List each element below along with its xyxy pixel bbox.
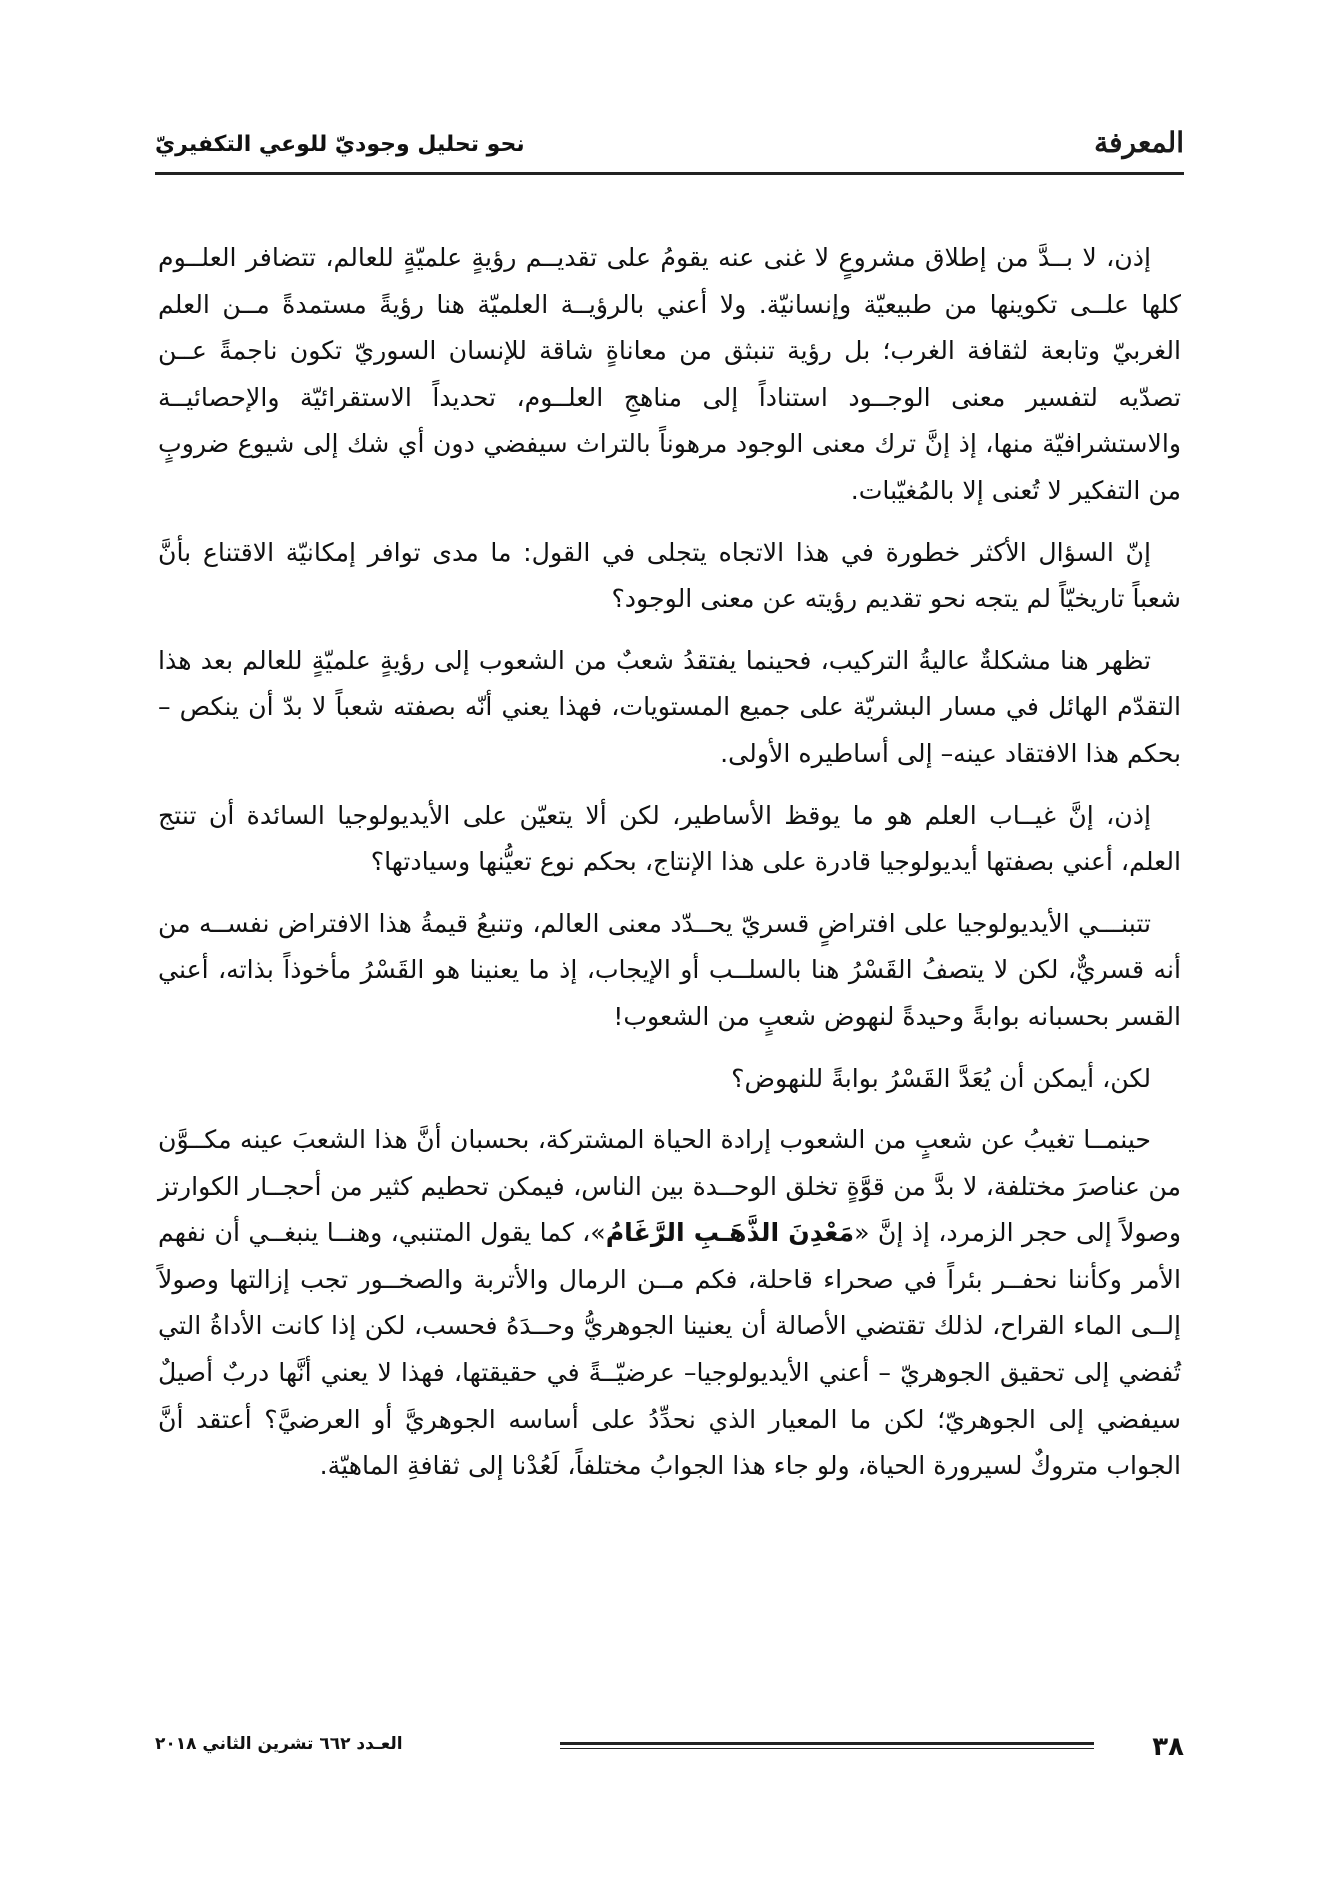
- article-title: نحو تحليل وجوديّ للوعي التكفيريّ: [155, 132, 525, 157]
- paragraph-6: لكن، أيمكن أن يُعَدَّ القَسْرُ بوابةً للنهوض؟: [731, 1063, 1151, 1093]
- page-header: [155, 120, 1184, 176]
- footer-divider: [560, 1742, 1094, 1749]
- paragraph-3: تظهر هنا مشكلةٌ عاليةُ التركيب، فحينما يفتقدُ شعبٌ من الشعوب إلى رؤيةٍ علميّةٍ للعالم بعد هذا التقدّم الهائل في مسار البشريّة على جميع المستويات، فهذا يعني أنّه بصفته شعباً لا بدّ أن ينكص –بحكم هذا الافتقاد عينه– إلى أساطيره الأولى.: [158, 645, 1181, 768]
- page-number: ٣٨: [1152, 1732, 1184, 1762]
- magazine-logo: المعرفة: [1094, 126, 1184, 159]
- header-divider: [155, 172, 1184, 175]
- issue-info: العـدد ٦٦٢ تشرين الثاني ٢٠١٨: [155, 1734, 403, 1754]
- paragraph-4: إذن، إنَّ غيــاب العلم هو ما يوقظ الأساطير، لكن ألا يتعيّن على الأيديولوجيا السائدة أن تنتج العلم، أعني بصفتها أيديولوجيا قادرة على هذا الإنتاج، بحكم نوع تعيُّنها وسيادتها؟: [158, 800, 1181, 877]
- paragraph-1: إذن، لا بــدَّ من إطلاق مشروعٍ لا غنى عنه يقومُ على تقديــم رؤيةٍ علميّةٍ للعالم، تتضافر العلــوم كلها علــى تكوينها من طبيعيّة وإنسانيّة. ولا أعني بالرؤيــة العلميّة هنا رؤيةً مستمدةً مــن العلم الغربيّ وتابعة لثقافة الغرب؛ بل رؤية تنبثق من معاناةٍ شاقة للإنسان السوريّ تكون ناجمةً عــن تصدّيه لتفسير معنى الوجــود استناداً إلى مناهجِ العلــوم، تحديداً الاستقرائيّة والإحصائيــة والاستشرافيّة منها، إذ إنَّ ترك معنى الوجود مرهوناً بالتراث سيفضي دون أي شك إلى شيوع ضروبٍ من التفكير لا تُعنى إلا بالمُغيّبات.: [158, 243, 1181, 505]
- paragraph-2: إنّ السؤال الأكثر خطورة في هذا الاتجاه يتجلى في القول: ما مدى توافر إمكانيّة الاقتناع بأنَّ شعباً تاريخيّاً لم يتجه نحو تقديم رؤيته عن معنى الوجود؟: [158, 537, 1181, 614]
- poetry-quote: مَعْدِنَ الذَّهَـبِ الرَّغَامُ: [605, 1218, 855, 1248]
- paragraph-7: [158, 1117, 1181, 1490]
- paragraph-7-lead: حينمــا تغيبُ عن شعبٍ من الشعوب إرادة الحياة المشتركة، بحسبان أنَّ هذا الشعبَ عينه مكــوَّن من عناصرَ مختلفة، لا بدَّ من قوَّةٍ تخلق الوحــدة بين الناس، فيمكن تحطيم كثير من أحجــار الكوارتز وصولاً إلى حجر الزمرد، إذ إنَّ «: [158, 1125, 1181, 1248]
- page-footer: [155, 1728, 1184, 1768]
- article-body: [158, 235, 1181, 1505]
- paragraph-7-rest: »، كما يقول المتنبي، وهنــا ينبغــي أن نفهم الأمر وكأننا نحفــر بئراً في صحراء قاحلة، فكم مــن الرمال والأتربة والصخــور تجب إزالتها وصولاً إلــى الماء القراح، لذلك تقتضي الأصالة أن يعنينا الجوهريُّ وحــدَهُ فحسب، لكن إذا كانت الأداةُ التي تُفضي إلى تحقيق الجوهريّ – أعني الأيديولوجيا– عرضيّــةً في حقيقتها، فهذا لا يعني أنَّها دربٌ أصيلٌ سيفضي إلى الجوهريّ؛ لكن ما المعيار الذي نحدِّدُ على أساسه الجوهريَّ أو العرضيَّ؟ أعتقد أنَّ الجواب متروكٌ لسيرورة الحياة، ولو جاء هذا الجوابُ مختلفاً، لَعُدْنا إلى ثقافةِ الماهيّة.: [158, 1218, 1181, 1481]
- paragraph-5: تتبنـــي الأيديولوجيا على افتراضٍ قسريّ يحــدّد معنى العالم، وتنبعُ قيمةُ هذا الافتراض نفســه من أنه قسريٌّ، لكن لا يتصفُ القَسْرُ هنا بالسلــب أو الإيجاب، إذ ما يعنينا هو القَسْرُ مأخوذاً بذاته، أعني القسر بحسبانه بوابةً وحيدةً لنهوض شعبٍ من الشعوب!: [158, 908, 1181, 1031]
